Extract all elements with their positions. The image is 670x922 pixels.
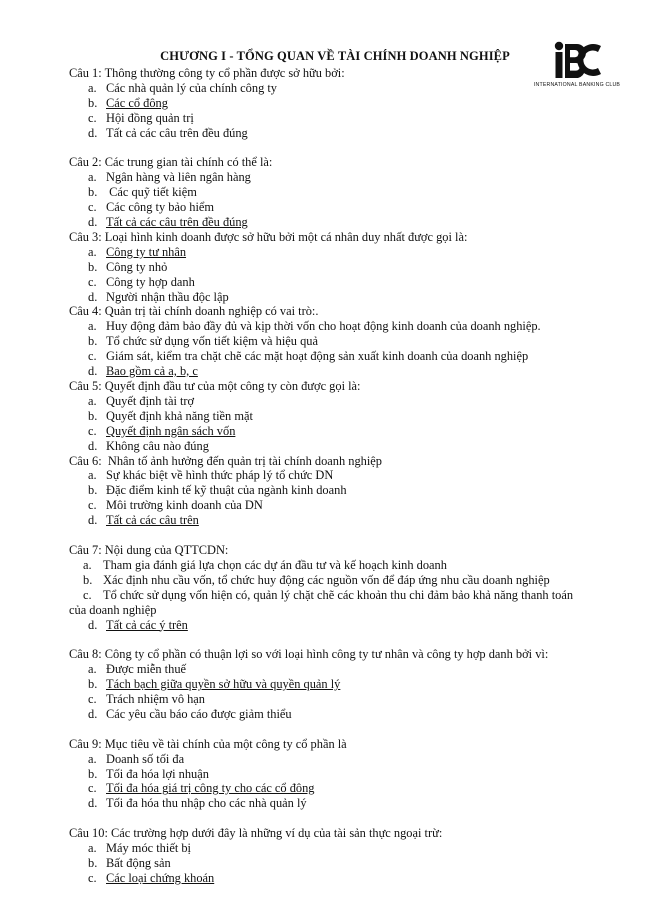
option-a: a. Huy động đảm bảo đầy đủ và kịp thời vốn cho hoạt động kinh doanh của doanh nghiệp. — [88, 319, 541, 334]
option-a-answer: a. Công ty tư nhân — [88, 244, 187, 259]
option-d-answer: d. Tất cả các câu trên đều đúng — [88, 215, 248, 230]
question-text: Câu 3: Loại hình kinh doanh được sở hữu bởi một cá nhân duy nhất được gọi là: — [69, 229, 468, 244]
question-4 — [69, 304, 629, 379]
page-title: CHƯƠNG I - TỔNG QUAN VỀ TÀI CHÍNH DOANH NGHIỆP — [160, 49, 510, 63]
question-text: Câu 9: Mục tiêu về tài chính của một công ty cổ phần là — [69, 736, 347, 751]
option-d: d. Các yêu cầu báo cáo được giảm thiểu — [88, 706, 292, 721]
question-text: Câu 6: Nhân tố ảnh hưởng đến quản trị tài chính doanh nghiệp — [69, 453, 382, 468]
option-b: b. Đặc điểm kinh tế kỹ thuật của ngành kinh doanh — [88, 483, 347, 498]
option-b: b. Tối đa hóa lợi nhuận — [88, 766, 209, 781]
question-9 — [69, 737, 629, 812]
option-c: c. Công ty hợp danh — [88, 274, 195, 289]
option-d-answer: d. Tất cả các ý trên — [88, 617, 188, 632]
question-text: Câu 7: Nội dung của QTTCDN: — [69, 542, 229, 557]
option-a: a. Ngân hàng và liên ngân hàng — [88, 170, 251, 185]
option-a: a. Các nhà quản lý của chính công ty — [88, 80, 278, 95]
option-b: b. Xác định nhu cầu vốn, tổ chức huy động các nguồn vốn để đáp ứng nhu cầu doanh nghiệp — [83, 572, 550, 587]
option-a: a. Máy móc thiết bị — [88, 841, 191, 856]
question-2 — [69, 155, 629, 230]
question-list — [69, 66, 629, 886]
option-a: a. Sự khác biệt về hình thức pháp lý tổ chức DN — [88, 468, 334, 483]
option-c-answer: c. Các loại chứng khoán — [88, 870, 215, 885]
option-c: c. Tổ chức sử dụng vốn hiện có, quản lý chặt chẽ các khoản thu chi đảm bảo khả năng thanh toán — [83, 587, 574, 602]
question-text: Câu 10: Các trường hợp dưới đây là những ví dụ của tài sản thực ngoại trừ: — [69, 826, 443, 841]
option-d-answer: d. Bao gồm cả a, b, c — [88, 364, 198, 379]
question-text: Câu 1: Thông thường công ty cổ phần được sở hữu bởi: — [69, 66, 345, 80]
option-d: d. Tối đa hóa thu nhập cho các nhà quản lý — [88, 796, 307, 811]
option-a: a. Doanh số tối đa — [88, 751, 185, 766]
option-c: c. Giám sát, kiểm tra chặt chẽ các mặt hoạt động sản xuất kinh doanh của doanh nghiệp — [88, 349, 529, 364]
question-5 — [69, 379, 629, 454]
option-d-answer: d. Tất cả các câu trên — [88, 513, 199, 528]
question-text: Câu 5: Quyết định đầu tư của một công ty còn được gọi là: — [69, 379, 361, 394]
option-d: d. Người nhận thầu độc lập — [88, 289, 229, 304]
question-6 — [69, 454, 629, 529]
logo-caption: INTERNATIONAL BANKING CLUB — [533, 82, 621, 88]
option-b-answer: b. Tách bạch giữa quyền sở hữu và quyền quản lý — [88, 677, 341, 692]
question-3 — [69, 230, 629, 305]
option-c-continuation: của doanh nghiệp — [69, 602, 157, 617]
option-b: b. Các quỹ tiết kiệm — [88, 185, 197, 200]
option-c: c. Hội đồng quản trị — [88, 110, 194, 125]
option-b: b. Tổ chức sử dụng vốn tiết kiệm và hiệu quả — [88, 334, 318, 349]
option-c-answer: c. Tối đa hóa giá trị công ty cho các cổ đông — [88, 781, 315, 796]
question-10 — [69, 826, 629, 886]
question-text: Câu 8: Công ty cổ phần có thuận lợi so với loại hình công ty tư nhân và công ty hợp danh bởi vì: — [69, 647, 549, 662]
option-b-answer: b. Các cổ đông — [88, 95, 168, 110]
option-d: d. Không câu nào đúng — [88, 438, 209, 453]
option-c: c. Trách nhiệm vô hạn — [88, 692, 205, 707]
option-a: a. Tham gia đánh giá lựa chọn các dự án đầu tư và kế hoạch kinh doanh — [83, 557, 447, 572]
option-b: b. Quyết định khả năng tiền mặt — [88, 408, 253, 423]
option-c-answer: c. Quyết định ngân sách vốn — [88, 423, 236, 438]
question-text: Câu 2: Các trung gian tài chính có thể là: — [69, 155, 273, 170]
question-8 — [69, 647, 629, 722]
option-b: b. Công ty nhỏ — [88, 259, 168, 274]
question-7 — [69, 543, 629, 632]
question-text: Câu 4: Quản trị tài chính doanh nghiệp có vai trò:. — [69, 304, 319, 319]
option-c: c. Các công ty bảo hiểm — [88, 200, 215, 215]
option-b: b. Bất động sản — [88, 855, 171, 870]
question-1 — [69, 66, 629, 141]
option-d: d. Tất cả các câu trên đều đúng — [88, 125, 248, 140]
option-a: a. Quyết định tài trợ — [88, 393, 195, 408]
option-a: a. Được miễn thuế — [88, 662, 187, 677]
option-c: c. Môi trường kinh doanh của DN — [88, 498, 263, 513]
